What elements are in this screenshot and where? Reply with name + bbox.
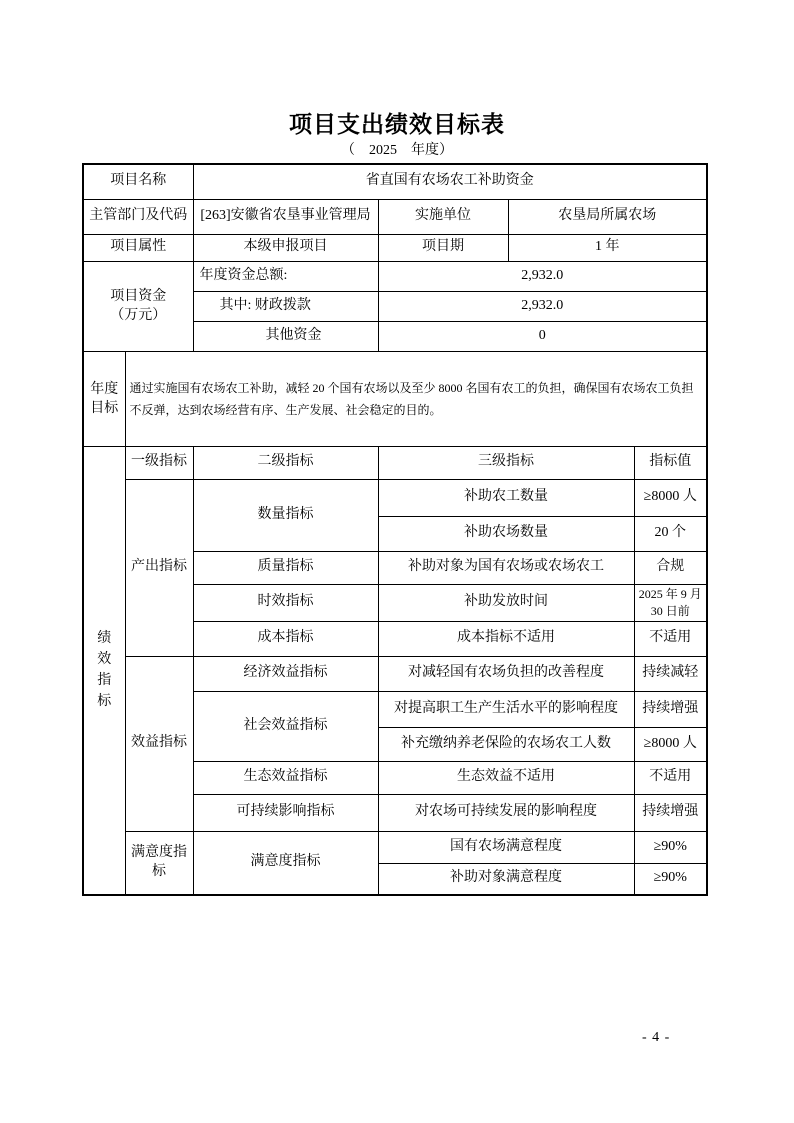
cell-annual-goal-text: 通过实施国有农场农工补助，减轻 20 个国有农场以及至少 8000 名国有农工的负担，确保国有农场农工负担不反弹，达到农场经营有序、生产发展、社会稳定的目的。 (125, 351, 707, 446)
cell-impl-unit-label: 实施单位 (378, 199, 508, 234)
cell-l2-timeliness: 时效指标 (193, 584, 378, 621)
cell-l3-10: 国有农场满意程度 (378, 831, 634, 863)
cell-value-4: 不适用 (634, 621, 707, 656)
cell-l2-cost: 成本指标 (193, 621, 378, 656)
cell-attr-value: 本级申报项目 (193, 234, 378, 261)
cell-l2-economic: 经济效益指标 (193, 656, 378, 691)
performance-target-table (82, 163, 708, 896)
cell-value-1: 20 个 (634, 516, 707, 551)
cell-attr-label: 项目属性 (83, 234, 193, 261)
cell-value-10: ≥90% (634, 831, 707, 863)
cell-l3-4: 成本指标不适用 (378, 621, 634, 656)
cell-l2-satisfaction: 满意度指标 (193, 831, 378, 895)
page-title: 项目支出绩效目标表 (289, 112, 505, 137)
cell-period-value: 1 年 (508, 234, 707, 261)
cell-l2-quality: 质量指标 (193, 551, 378, 584)
annual-goal-label-text: 年度目标 (90, 381, 119, 416)
cell-fund-total-label: 年度资金总额: (193, 261, 378, 291)
table-row (83, 351, 707, 446)
cell-dept-value: [263]安徽省农垦事业管理局 (193, 199, 378, 234)
table-row (83, 234, 707, 261)
cell-l3-11: 补助对象满意程度 (378, 863, 634, 895)
cell-header-value: 指标值 (634, 446, 707, 479)
table-row (83, 446, 707, 479)
cell-value-8: 不适用 (634, 761, 707, 794)
cell-fund-other-value: 0 (378, 321, 707, 351)
cell-l3-8: 生态效益不适用 (378, 761, 634, 794)
table-row (83, 261, 707, 291)
cell-annual-goal-label (83, 351, 125, 446)
cell-l2-quantity: 数量指标 (193, 479, 378, 551)
cell-l3-2: 补助对象为国有农场或农场农工 (378, 551, 634, 584)
cell-fund-total-value: 2,932.0 (378, 261, 707, 291)
cell-project-name-value: 省直国有农场农工补助资金 (193, 164, 707, 199)
cell-value-0: ≥8000 人 (634, 479, 707, 516)
page-number: - 4 - (642, 1030, 671, 1045)
cell-l2-sustainable: 可持续影响指标 (193, 794, 378, 831)
cell-l1-output: 产出指标 (125, 479, 193, 656)
cell-period-label: 项目期 (378, 234, 508, 261)
cell-header-l3: 三级指标 (378, 446, 634, 479)
cell-l3-6: 对提高职工生产生活水平的影响程度 (378, 691, 634, 727)
cell-header-l1: 一级指标 (125, 446, 193, 479)
cell-value-7: ≥8000 人 (634, 727, 707, 761)
cell-l3-7: 补充缴纳养老保险的农场农工人数 (378, 727, 634, 761)
cell-value-6: 持续增强 (634, 691, 707, 727)
cell-header-l2: 二级指标 (193, 446, 378, 479)
table-row (83, 831, 707, 863)
cell-project-name-label: 项目名称 (83, 164, 193, 199)
cell-fund-fiscal-label: 其中: 财政拨款 (193, 291, 378, 321)
table-row (83, 479, 707, 516)
cell-dept-label: 主管部门及代码 (83, 199, 193, 234)
indicators-section-label-text: 绩效指标 (97, 631, 112, 710)
cell-l3-0: 补助农工数量 (378, 479, 634, 516)
doc-subtitle-year: （ 2025 年度） (341, 143, 453, 158)
cell-value-5: 持续减轻 (634, 656, 707, 691)
cell-indicators-section-label (83, 446, 125, 895)
cell-value-3: 2025 年 9 月 30 日前 (634, 584, 707, 621)
cell-l3-1: 补助农场数量 (378, 516, 634, 551)
cell-l3-9: 对农场可持续发展的影响程度 (378, 794, 634, 831)
table-row (83, 656, 707, 691)
cell-fund-other-label: 其他资金 (193, 321, 378, 351)
cell-l2-ecological: 生态效益指标 (193, 761, 378, 794)
cell-l3-5: 对减轻国有农场负担的改善程度 (378, 656, 634, 691)
cell-fund-fiscal-value: 2,932.0 (378, 291, 707, 321)
cell-l2-social: 社会效益指标 (193, 691, 378, 761)
table-row (83, 164, 707, 199)
cell-value-11: ≥90% (634, 863, 707, 895)
cell-l3-3: 补助发放时间 (378, 584, 634, 621)
cell-value-2: 合规 (634, 551, 707, 584)
funds-group-label-line1: 项目资金 (110, 289, 167, 304)
cell-l1-benefit: 效益指标 (125, 656, 193, 831)
cell-funds-group-label (83, 261, 193, 351)
cell-impl-unit-value: 农垦局所属农场 (508, 199, 707, 234)
cell-value-9: 持续增强 (634, 794, 707, 831)
funds-group-label-line2: （万元） (110, 308, 167, 323)
table-row (83, 199, 707, 234)
cell-l1-satisfaction: 满意度指标 (125, 831, 193, 895)
